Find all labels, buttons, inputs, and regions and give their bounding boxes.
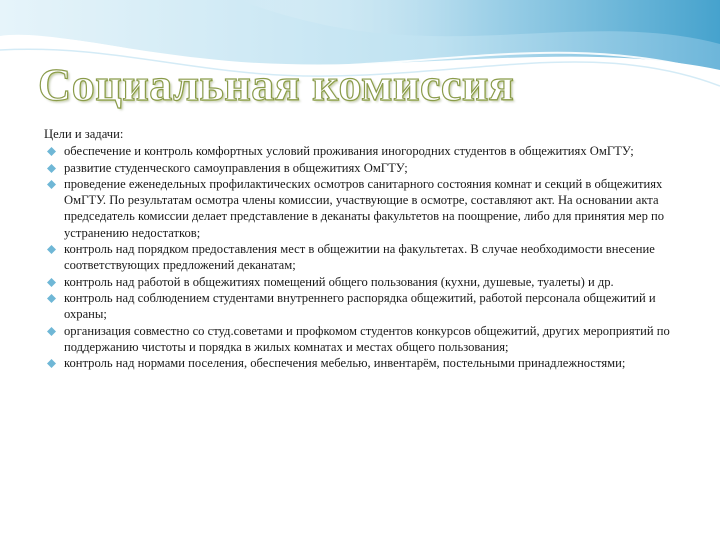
list-item (44, 274, 680, 290)
diamond-bullet-icon (47, 359, 56, 368)
goals-list (44, 143, 680, 371)
diamond-bullet-icon (47, 164, 56, 173)
list-item-text: организация совместно со студ.советами и профкомом студентов конкурсов общежитий, других мероприятий по поддержанию чистоты и порядка в жилых комнатах и местах общего пользования; (64, 323, 670, 354)
list-item-text: контроль над нормами поселения, обеспечения мебелью, инвентарём, постельными принадлежностями; (64, 356, 626, 371)
slide-title: Социальная комиссия (38, 59, 515, 110)
diamond-bullet-icon (47, 147, 56, 156)
list-item (44, 241, 680, 274)
list-item (44, 355, 680, 371)
list-item-text: развитие студенческого самоуправления в общежитиях ОмГТУ; (64, 160, 408, 175)
list-item-text: обеспечение и контроль комфортных условий проживания иногородних студентов в общежитиях ОмГТУ; (64, 144, 634, 159)
diamond-bullet-icon (47, 278, 56, 287)
list-item-text: контроль над соблюдением студентами внутреннего распорядка общежитий, работой персонала общежитий и охраны; (64, 290, 656, 322)
diamond-bullet-icon (47, 327, 56, 336)
list-item-text: контроль над работой в общежитиях помещений общего пользования (кухни, душевые, туалеты) и др. (64, 274, 614, 289)
diamond-bullet-icon (47, 294, 56, 303)
goals-heading: Цели и задачи: (44, 127, 124, 141)
list-item-text: проведение еженедельных профилактических осмотров санитарного состояния комнат и секций в общежитиях ОмГТУ. По результатам осмотра члены комиссии, участвующие в осмотре, составляют акт. На основании акта председатель комиссии делает представление в деканаты факультетов на поощрение, либо для принятия мер по устранению недостатков; (64, 176, 665, 240)
list-item (44, 160, 680, 176)
list-item (44, 323, 680, 356)
list-item-text: контроль над порядком предоставления мест в общежитии на факультетах. В случае необходимости внесение соответствующих предложений деканатам; (64, 242, 655, 273)
list-item (44, 143, 680, 159)
diamond-bullet-icon (47, 180, 56, 189)
list-item (44, 176, 680, 241)
list-item (44, 290, 680, 323)
slide-body (44, 126, 680, 371)
diamond-bullet-icon (47, 245, 56, 254)
